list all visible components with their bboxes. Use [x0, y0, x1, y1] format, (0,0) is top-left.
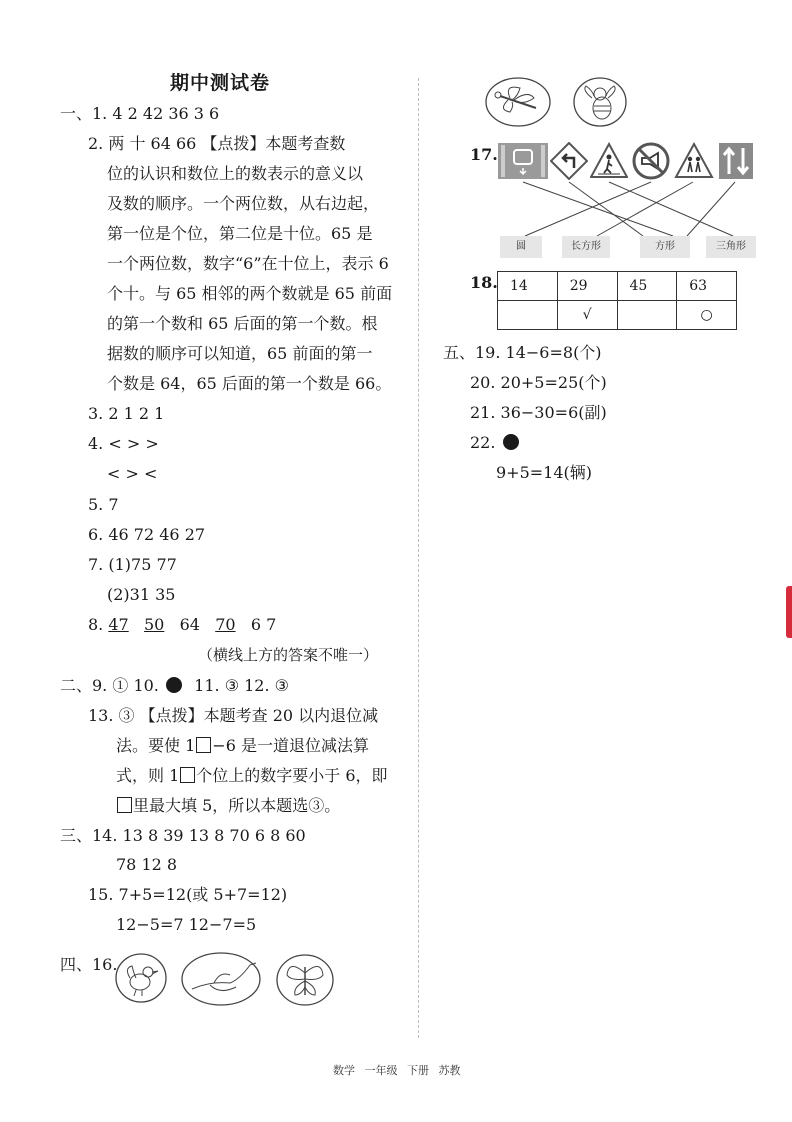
school-children-sign-icon — [674, 142, 714, 180]
shape-label-circle: 圆 — [500, 236, 542, 258]
table-cell: 45 — [617, 272, 677, 301]
q8-underlined-3: 70 — [215, 615, 236, 634]
table-cell: 14 — [498, 272, 558, 301]
q2-line-8: 据数的顺序可以知道，65 前面的第一 — [107, 344, 373, 363]
bird-icon — [114, 952, 168, 1004]
q9-q10-label: 二、9. ① 10. — [60, 676, 159, 695]
table-cell: 29 — [557, 272, 617, 301]
table-cell — [498, 301, 558, 330]
filled-circle-icon — [166, 677, 182, 693]
q13-line-4 — [116, 796, 340, 816]
q2-line-9: 个数是 64，65 后面的第一个数是 66。 — [107, 374, 392, 393]
q4-answer-b: < > < — [107, 464, 158, 483]
q8-underlined-1: 47 — [108, 615, 129, 634]
table-row — [498, 301, 737, 330]
q5-answer: 5. 7 — [88, 495, 119, 514]
q8-prefix: 8. — [88, 615, 109, 634]
table-row — [498, 272, 737, 301]
q6-answer: 6. 46 72 46 27 — [88, 525, 206, 544]
q3-answer: 3. 2 1 2 1 — [88, 404, 165, 423]
q11-q12-answers: 11. ③ 12. ③ — [194, 676, 289, 695]
q2-line-1: 2. 两 十 64 66 【点拨】本题考查数 — [88, 134, 346, 153]
q2-line-4: 第一位是个位，第二位是十位。65 是 — [107, 224, 373, 243]
q15-answer-b: 12−5=7 12−7=5 — [116, 915, 257, 934]
q13-text-a: 法。要使 1 — [116, 736, 196, 755]
shape-label-square: 方形 — [640, 236, 690, 258]
q18-table — [497, 271, 737, 330]
q4-answer-a: 4. < > > — [88, 434, 159, 453]
no-horn-sign-icon — [632, 142, 670, 180]
page-footer: 数学 一年级 下册 苏教 — [333, 1064, 461, 1077]
filled-circle-icon — [503, 434, 519, 450]
q8-note: （横线上方的答案不唯一） — [198, 646, 379, 664]
q22-answer — [470, 433, 521, 453]
shape-label-triangle: 三角形 — [706, 236, 756, 258]
column-divider — [418, 78, 419, 1038]
bee-icon — [572, 76, 628, 128]
two-way-sign-icon — [718, 142, 754, 180]
q8-underlined-2: 50 — [143, 615, 165, 634]
q20-answer: 20. 20+5=25(个) — [470, 373, 607, 392]
dragonfly-icon — [484, 76, 552, 128]
page-edge-tab — [786, 586, 792, 638]
q7-answer-b: (2)31 35 — [107, 585, 176, 604]
table-cell — [617, 301, 677, 330]
q7-answer-a: 7. (1)75 77 — [88, 555, 177, 574]
traffic-signs-row — [497, 142, 755, 182]
q2-line-2: 位的认识和数位上的数表示的意义以 — [107, 164, 364, 183]
table-cell-check: √ — [557, 301, 617, 330]
table-cell: 63 — [677, 272, 737, 301]
q13-text-c: 式，则 1 — [116, 766, 180, 785]
q21-answer: 21. 36−30=6(副) — [470, 403, 607, 422]
q8-answer — [88, 615, 276, 635]
shape-label-rectangle: 长方形 — [562, 236, 610, 258]
matching-lines — [497, 180, 757, 238]
butterfly-icon — [275, 953, 335, 1007]
blank-box-icon — [196, 737, 211, 753]
q13-text-d: 个位上的数字要小于 6，即 — [196, 766, 388, 785]
q2-line-6: 个十。与 65 相邻的两个数就是 65 前面 — [107, 284, 393, 303]
pedestrian-sign-icon — [590, 142, 628, 180]
q1-answer: 一、1. 4 2 42 36 3 6 — [60, 104, 220, 123]
q8-plain: 64 — [179, 615, 200, 634]
q8-rest: 6 7 — [250, 615, 277, 634]
section2-answers — [60, 676, 289, 696]
blank-box-icon — [117, 797, 132, 813]
q15-answer-a: 15. 7+5=12(或 5+7=12) — [88, 885, 288, 904]
q22-equation: 9+5=14(辆) — [496, 463, 593, 482]
page-title: 期中测试卷 — [170, 72, 271, 94]
q13-line-2 — [116, 736, 369, 756]
q18-label: 18. — [470, 273, 498, 292]
q17-label: 17. — [470, 145, 498, 164]
q13-line-1: 13. ③ 【点拨】本题考查 20 以内退位减 — [88, 706, 379, 725]
table-cell-circle: ○ — [677, 301, 737, 330]
q2-line-7: 的第一个数和 65 后面的第一个数。根 — [107, 314, 378, 333]
q13-text-e: 里最大填 5，所以本题选③。 — [133, 796, 341, 815]
q14-answer-b: 78 12 8 — [116, 855, 178, 874]
q2-line-5: 一个两位数，数字“6”在十位上，表示 6 — [107, 254, 389, 273]
crane-icon — [180, 951, 262, 1007]
q22-label: 22. — [470, 433, 496, 452]
turn-left-sign-icon — [550, 142, 588, 180]
blank-box-icon — [180, 767, 195, 783]
q14-answer-a: 三、14. 13 8 39 13 8 70 6 8 60 — [60, 826, 306, 845]
q19-answer: 五、19. 14−6=8(个) — [443, 343, 602, 362]
q13-text-b: −6 是一道退位减法算 — [212, 736, 369, 755]
bus-sign-icon — [497, 142, 549, 180]
q13-line-3 — [116, 766, 388, 786]
q16-label: 四、16. — [60, 955, 118, 974]
q2-line-3: 及数的顺序。一个两位数，从右边起， — [107, 194, 380, 213]
